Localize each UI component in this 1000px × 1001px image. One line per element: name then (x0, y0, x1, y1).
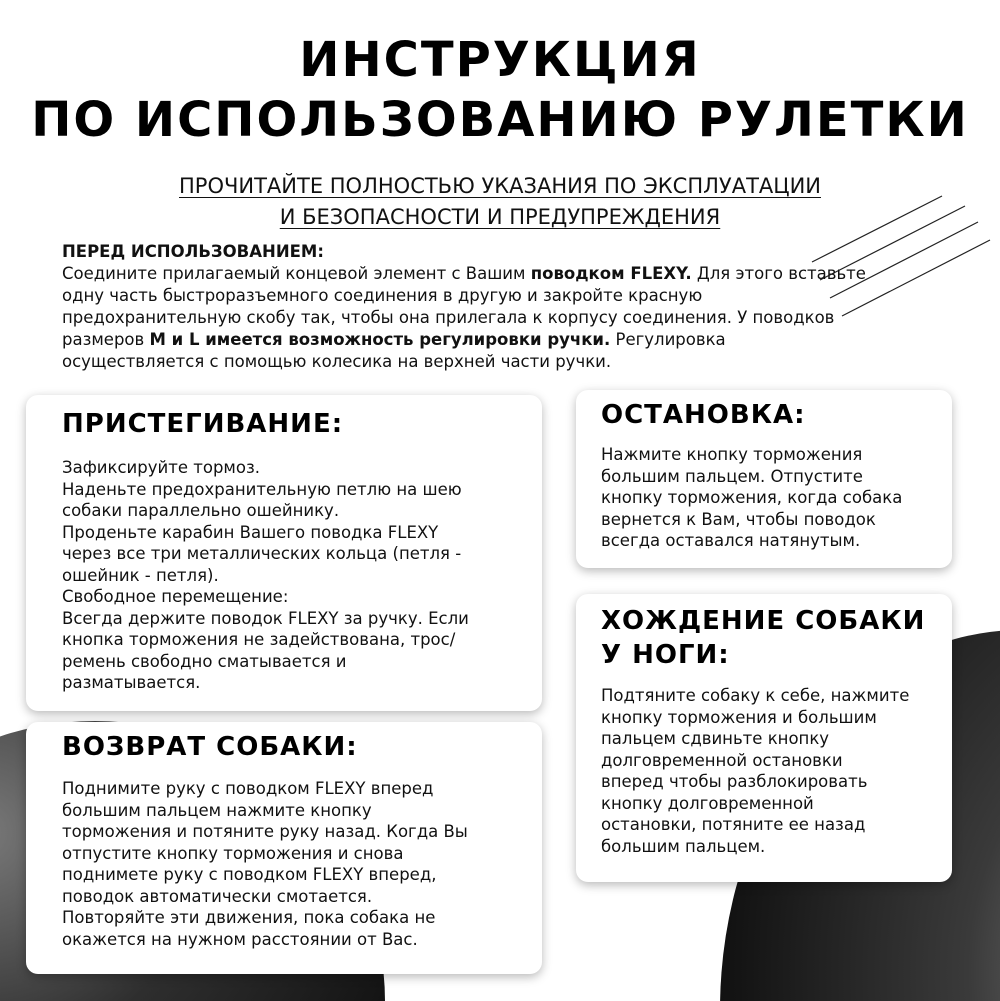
card-line: отпустите кнопку торможения и снова (62, 843, 404, 863)
intro-line-3: предохранительную скобу так, чтобы она прилегала к корпусу соединения. У поводков (62, 308, 835, 327)
card-line: поднимете руку с поводком FLEXY вперед, (62, 865, 437, 884)
card-line: ремень свободно сматывается и (62, 651, 347, 671)
card-line: окажется на нужном расстоянии от Вас. (62, 929, 418, 949)
card-title-line-2: У НОГИ: (601, 640, 730, 670)
intro-line-1 (62, 263, 962, 285)
intro-text: Регулировка (610, 330, 726, 349)
card-stopping (576, 390, 952, 568)
card-line: ошейник - петля). (62, 565, 219, 585)
subtitle (0, 171, 1000, 233)
card-line: вперед чтобы разблокировать (601, 772, 868, 791)
intro-text: размеров (62, 330, 150, 349)
intro-heading: ПЕРЕД ИСПОЛЬЗОВАНИЕМ: (62, 242, 324, 261)
card-return-dog (26, 722, 542, 974)
card-line: большим пальцем. (601, 836, 766, 856)
card-line: Нажмите кнопку торможения (601, 445, 863, 464)
title-line-1: ИНСТРУКЦИЯ (299, 32, 701, 88)
card-line: собаки параллельно ошейнику. (62, 501, 340, 520)
intro-bold: M и L имеется возможность регулировки ручки. (149, 330, 611, 349)
intro-text: Соедините прилагаемый концевой элемент с Вашим (62, 264, 531, 283)
subtitle-line-1: ПРОЧИТАЙТЕ ПОЛНОСТЬЮ УКАЗАНИЯ ПО ЭКСПЛУАТАЦИИ (179, 174, 821, 198)
intro-line-2: одну часть быстроразъемного соединения в другую и закройте красную (62, 286, 703, 305)
card-line: большим пальцем. Отпустите (601, 466, 863, 486)
card-line: кнопка торможения не задействована, трос/ (62, 630, 456, 649)
title-line-2: ПО ИСПОЛЬЗОВАНИЮ РУЛЕТКИ (31, 92, 969, 148)
card-line: через все три металлических кольца (петля - (62, 544, 462, 563)
card-line: долговременной остановки (601, 750, 843, 770)
intro-section (62, 241, 962, 373)
card-line: Повторяйте эти движения, пока собака не (62, 908, 436, 927)
card-line: всегда оставался натянутым. (601, 531, 861, 550)
card-line: разматывается. (62, 673, 201, 692)
intro-text: Для этого вставьте (691, 264, 866, 283)
page-title (0, 30, 1000, 150)
card-title: ВОЗВРАТ СОБАКИ: (62, 732, 358, 762)
card-line: Всегда держите поводок FLEXY за ручку. Если (62, 608, 469, 628)
card-line: Поднимите руку с поводком FLEXY вперед (62, 779, 434, 798)
card-line: кнопку торможения и большим (601, 707, 877, 727)
card-line: кнопку долговременной (601, 793, 814, 813)
intro-line-4 (62, 329, 962, 351)
card-line: Проденьте карабин Вашего поводка FLEXY (62, 522, 439, 542)
card-heel-walking (576, 594, 952, 882)
card-body (62, 457, 542, 694)
card-body (601, 685, 952, 857)
card-title: ОСТАНОВКА: (601, 400, 806, 430)
card-line: поводок автоматически смотается. (62, 886, 373, 906)
card-line: остановки, потяните ее назад (601, 815, 866, 834)
card-line: большим пальцем нажмите кнопку (62, 800, 372, 820)
subtitle-line-2: И БЕЗОПАСНОСТИ И ПРЕДУПРЕЖДЕНИЯ (279, 205, 721, 229)
card-line: торможения и потяните руку назад. Когда Вы (62, 822, 468, 841)
card-title-line-1: ХОЖДЕНИЕ СОБАКИ (601, 606, 926, 636)
intro-line-5: осуществляется с помощью колесика на верхней части ручки. (62, 352, 612, 371)
card-line: кнопку торможения, когда собака (601, 488, 903, 507)
card-line: Свободное перемещение: (62, 587, 289, 606)
card-line: Наденьте предохранительную петлю на шею (62, 479, 462, 499)
card-title (601, 604, 952, 672)
card-line: Подтяните собаку к себе, нажмите (601, 686, 910, 705)
card-line: пальцем сдвиньте кнопку (601, 729, 830, 748)
card-body (62, 778, 542, 950)
card-line: вернется к Вам, чтобы поводок (601, 509, 876, 529)
card-attaching (26, 395, 542, 711)
card-body (601, 444, 952, 552)
intro-bold: поводком FLEXY. (530, 264, 692, 283)
card-line: Зафиксируйте тормоз. (62, 458, 260, 477)
card-title: ПРИСТЕГИВАНИЕ: (62, 409, 344, 439)
